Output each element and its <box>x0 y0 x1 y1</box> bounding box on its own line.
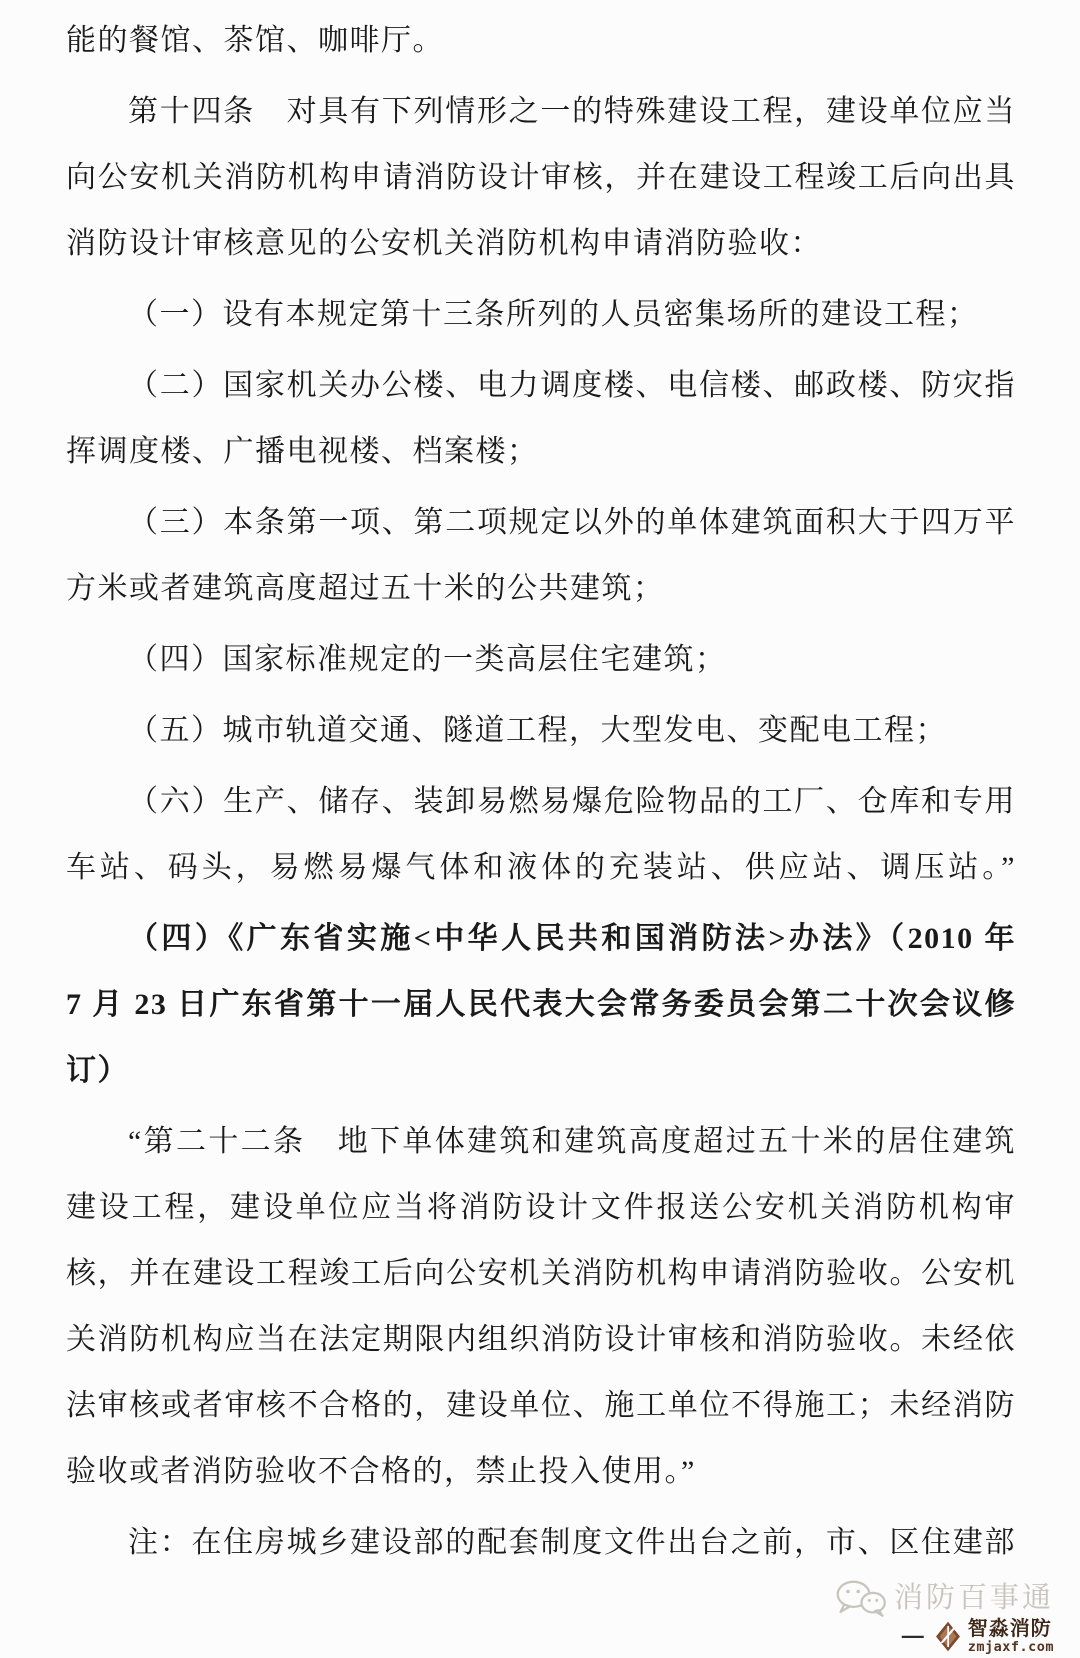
para-note <box>66 1510 1016 1576</box>
text-line: 验收或者消防验收不合格的，禁止投入使用。” <box>66 1455 696 1488</box>
text-line: 方米或者建筑高度超过五十米的公共建筑； <box>66 572 665 605</box>
watermark-area <box>834 1579 1054 1655</box>
text-line: 订） <box>66 1054 129 1087</box>
text-line: 能的餐馆、茶馆、咖啡厅。 <box>66 24 444 57</box>
brand-name: 智淼消防 <box>967 1617 1052 1640</box>
para-item-1 <box>66 282 1016 348</box>
text-line: 消防设计审核意见的公安机关消防机构申请消防验收： <box>66 227 822 260</box>
wechat-icon <box>834 1579 888 1617</box>
text-line: （四）国家标准规定的一类高层住宅建筑； <box>128 643 727 676</box>
para-article-22 <box>66 1109 1016 1505</box>
para-item-2 <box>66 353 1016 485</box>
text-line: （三）本条第一项、第二项规定以外的单体建筑面积大于四万平 <box>128 506 1016 539</box>
text-line: 挥调度楼、广播电视楼、档案楼； <box>66 435 539 468</box>
text-line: 7 月 23 日广东省第十一届人民代表大会常务委员会第二十次会议修 <box>66 988 1016 1021</box>
text-line: “第二十二条 地下单体建筑和建筑高度超过五十米的居住建筑 <box>128 1125 1016 1158</box>
para-item-4 <box>66 627 1016 693</box>
text-line: 核，并在建设工程竣工后向公安机关消防机构申请消防验收。公安机 <box>66 1257 1016 1290</box>
text-line: （一）设有本规定第十三条所列的人员密集场所的建设工程； <box>128 298 979 331</box>
para-article-14 <box>66 79 1016 277</box>
text-line: 建设工程，建设单位应当将消防设计文件报送公安机关消防机构审 <box>66 1191 1016 1224</box>
text-line: （五）城市轨道交通、隧道工程，大型发电、变配电工程； <box>128 714 947 747</box>
text-line: 关消防机构应当在法定期限内组织消防设计审核和消防验收。未经依 <box>66 1323 1016 1356</box>
text-line: （二）国家机关办公楼、电力调度楼、电信楼、邮政楼、防灾指 <box>128 369 1016 402</box>
text-line: 第十四条 对具有下列情形之一的特殊建设工程，建设单位应当 <box>128 95 1016 128</box>
para-item-3 <box>66 490 1016 622</box>
text-line: （四）《广东省实施<中华人民共和国消防法>办法》（2010 年 <box>128 922 1016 955</box>
para-item-5 <box>66 698 1016 764</box>
text-line: 注：在住房城乡建设部的配套制度文件出台之前，市、区住建部 <box>128 1526 1016 1559</box>
para-continuation <box>66 8 1016 74</box>
watermark-dash: — <box>901 1623 924 1649</box>
brand-text <box>968 1619 1054 1655</box>
brand-url: zmjaxf.com <box>967 1638 1054 1655</box>
zhimiao-logo-icon <box>935 1621 961 1652</box>
text-line: 向公安机关消防机构申请消防设计审核，并在建设工程竣工后向出具 <box>66 161 1016 194</box>
brand-row <box>834 1619 1054 1655</box>
para-regulation-guangdong <box>66 906 1016 1104</box>
text-line: 法审核或者审核不合格的，建设单位、施工单位不得施工；未经消防 <box>66 1389 1016 1422</box>
text-line: 车站、码头，易燃易爆气体和液体的充装站、供应站、调压站。” <box>66 851 1016 884</box>
para-item-6 <box>66 769 1016 901</box>
watermark-label: 消防百事通 <box>893 1581 1054 1614</box>
text-line: （六）生产、储存、装卸易燃易爆危险物品的工厂、仓库和专用 <box>128 785 1016 818</box>
watermark-badge <box>834 1579 1054 1617</box>
